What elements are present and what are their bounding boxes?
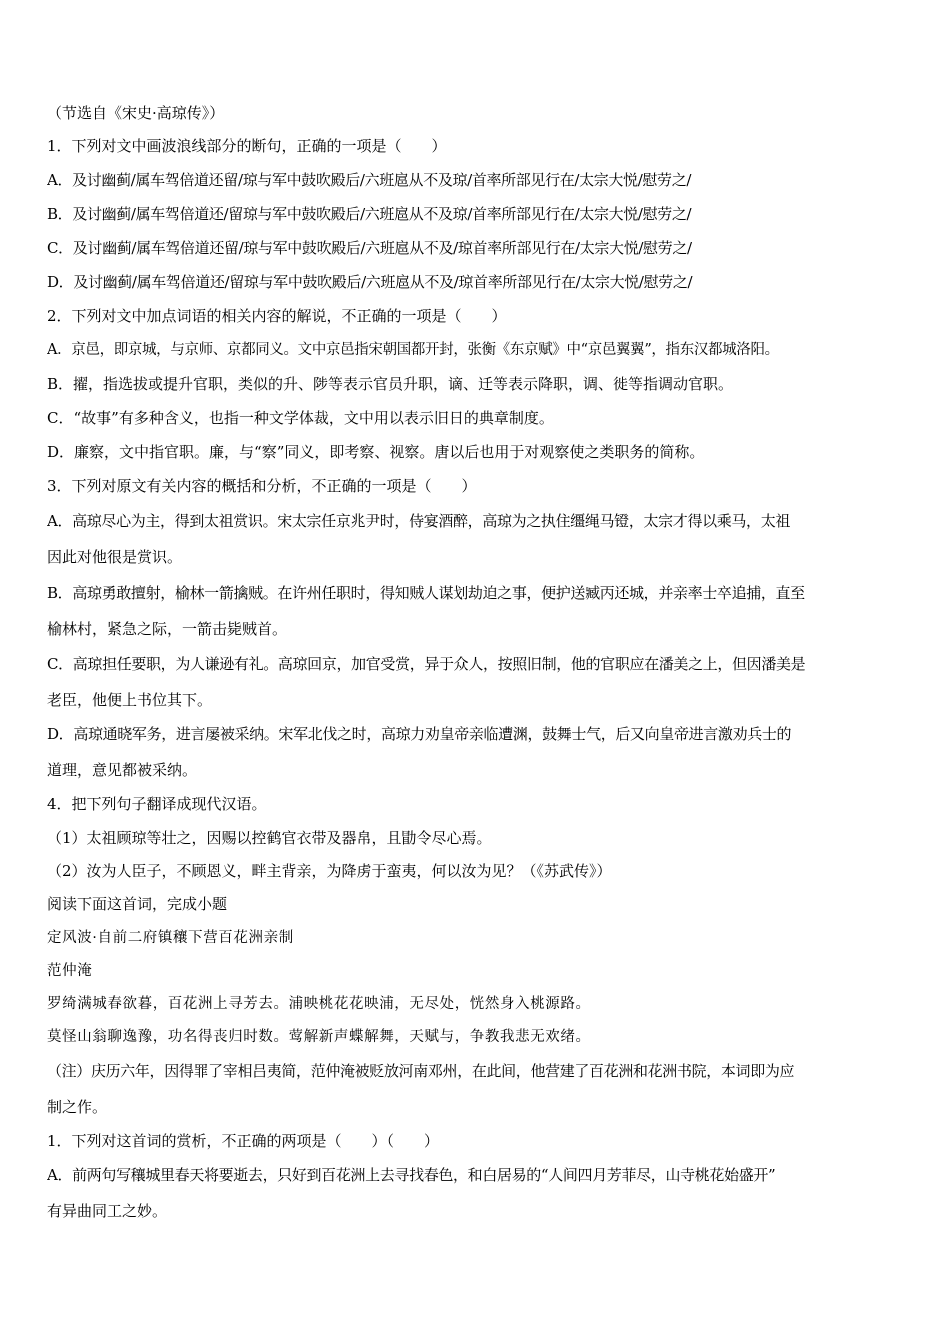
- question-3-option-d-line2: 道理，意见都被采纳。: [47, 761, 198, 779]
- question-3-option-b-line1: B．高琼勇敢擅射，榆林一箭擒贼。在许州任职时，得知贼人谋划劫迫之事，便护送臧丙还城，并亲率士卒追捕，直至: [47, 584, 805, 602]
- question-3-option-c-line2: 老臣，他便上书位其下。: [47, 691, 213, 709]
- poem-author: 范仲淹: [47, 963, 93, 979]
- poem-note-line1: （注）庆历六年，因得罪了宰相吕夷简，范仲淹被贬放河南邓州，在此间，他营建了百花洲和花洲书院，本词即为应: [47, 1062, 795, 1080]
- poem-note-line2: 制之作。: [47, 1098, 108, 1116]
- question-2-option-b: B．擢，指选拔或提升官职，类似的升、陟等表示官员升职，谪、迁等表示降职，调、徙等指调动官职。: [47, 375, 734, 393]
- poem-question-1-option-a-line1: A．前两句写穰城里春天将要逝去，只好到百花洲上去寻找春色，和白居易的“人间四月芳菲尽，山寺桃花始盛开”: [47, 1166, 776, 1184]
- poem-line-2: 莫怪山翁聊逸豫，功名得丧归时数。莺解新声蝶解舞，天赋与，争教我悲无欢绪。: [47, 1029, 591, 1045]
- question-3-stem: 3．下列对原文有关内容的概括和分析，不正确的一项是（ ）: [47, 477, 477, 495]
- question-2-option-a: A．京邑，即京城，与京师、京都同义。文中京邑指宋朝国都开封，张衡《东京赋》中“京邑翼翼”，指东汉都城洛阳。: [47, 342, 779, 358]
- question-3-option-a-line1: A．高琼尽心为主，得到太祖赏识。宋太宗任京兆尹时，侍宴酒醉，高琼为之执住缰绳马镫，太宗才得以乘马，太祖: [47, 512, 790, 530]
- question-3-option-c-line1: C．高琼担任要职，为人谦逊有礼。高琼回京，加官受赏，异于众人，按照旧制，他的官职应在潘美之上，但因潘美是: [47, 655, 806, 673]
- question-4-sentence-2: （2）汝为人臣子，不顾恩义，畔主背亲，为降虏于蛮夷，何以汝为见？（《苏武传》）: [47, 862, 612, 880]
- question-1-stem: 1．下列对文中画波浪线部分的断句，正确的一项是（ ）: [47, 137, 447, 155]
- question-1-option-a: A．及讨幽蓟/属车驾倍道还留/琼与军中鼓吹殿后/六班扈从不及琼/首率所部见行在/太宗大悦/慰劳之/: [47, 171, 692, 189]
- source-note: （节选自《宋史·高琼传》）: [47, 104, 225, 122]
- question-1-option-b: B．及讨幽蓟/属车驾倍道还/留琼与军中鼓吹殿后/六班扈从不及琼/首率所部见行在/太宗大悦/慰劳之/: [47, 205, 692, 223]
- question-2-stem: 2．下列对文中加点词语的相关内容的解说，不正确的一项是（ ）: [47, 307, 507, 325]
- question-1-option-c: C．及讨幽蓟/属车驾倍道还留/琼与军中鼓吹殿后/六班扈从不及/琼首率所部见行在/太宗大悦/慰劳之/: [47, 239, 692, 257]
- question-1-option-d: D．及讨幽蓟/属车驾倍道还/留琼与军中鼓吹殿后/六班扈从不及/琼首率所部见行在/太宗大悦/慰劳之/: [47, 273, 693, 291]
- question-3-option-a-line2: 因此对他很是赏识。: [47, 548, 183, 566]
- poem-line-1: 罗绮满城春欲暮，百花洲上寻芳去。浦映桃花花映浦，无尽处，恍然身入桃源路。: [47, 996, 591, 1012]
- question-2-option-c: C．“故事”有多种含义，也指一种文学体裁，文中用以表示旧日的典章制度。: [47, 409, 554, 427]
- question-4-stem: 4．把下列句子翻译成现代汉语。: [47, 795, 267, 813]
- question-3-option-b-line2: 榆林村，紧急之际，一箭击毙贼首。: [47, 620, 288, 638]
- poem-title: 定风波·自前二府镇穰下营百花洲亲制: [47, 930, 294, 946]
- poem-intro: 阅读下面这首词，完成小题: [47, 895, 228, 913]
- poem-question-1-stem: 1．下列对这首词的赏析，不正确的两项是（ ）（ ）: [47, 1132, 440, 1150]
- question-3-option-d-line1: D．高琼通晓军务，进言屡被采纳。宋军北伐之时，高琼力劝皇帝亲临遭渊，鼓舞士气，后又向皇帝进言激劝兵士的: [47, 725, 792, 743]
- question-2-option-d: D．廉察，文中指官职。廉，与“察”同义，即考察、视察。唐以后也用于对观察使之类职务的简称。: [47, 443, 705, 461]
- poem-question-1-option-a-line2: 有异曲同工之妙。: [47, 1202, 168, 1220]
- question-4-sentence-1: （1）太祖顾琼等壮之，因赐以控鹤官衣带及器帛，且勖令尽心焉。: [47, 829, 492, 847]
